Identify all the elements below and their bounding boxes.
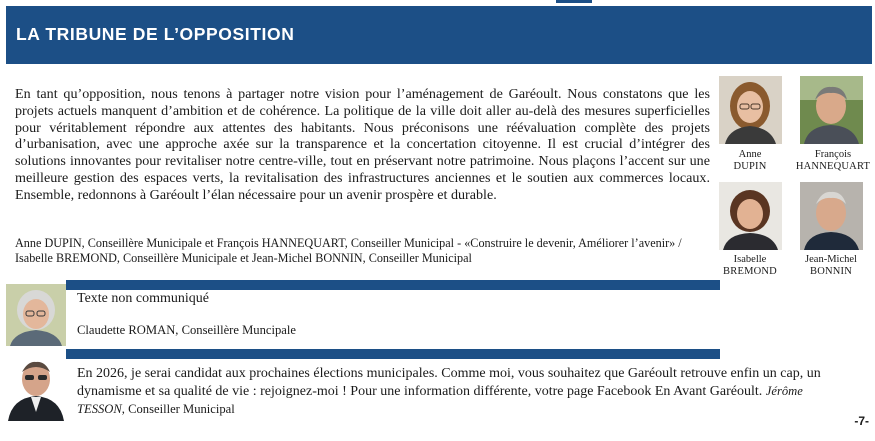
name-anne-dupin <box>710 149 790 173</box>
statement-signature: Anne DUPIN, Conseillère Municipale et François HANNEQUART, Conseiller Municipal - «Construire le devenir, Améliorer l’avenir» / Isabelle BREMOND, Conseillère Municipale et Jean-Michel BONNIN, Conseiller Municipal <box>15 236 682 265</box>
page-title: LA TRIBUNE DE L’OPPOSITION <box>16 24 295 44</box>
top-accent-line <box>556 0 592 3</box>
portrait-anne-dupin <box>719 76 782 144</box>
portrait-francois-hannequart <box>800 76 863 144</box>
name-francois-hannequart <box>791 149 875 173</box>
name-jean-michel-bonnin <box>791 254 871 278</box>
section2-text: Texte non communiqué <box>77 291 209 306</box>
portrait-jerome-tesson <box>6 354 66 421</box>
name-isabelle-bremond <box>710 254 790 278</box>
section-header <box>6 6 872 64</box>
last-name: HANNEQUART <box>795 161 871 172</box>
portrait-isabelle-bremond <box>719 182 782 250</box>
portrait-claudette-roman <box>6 284 66 346</box>
first-name: Jean-Michel <box>805 254 857 265</box>
first-name: Anne <box>738 149 762 160</box>
last-name: BREMOND <box>723 266 777 277</box>
page-number: -7- <box>854 414 869 428</box>
section2-signature: Claudette ROMAN, Conseillère Muncipale <box>77 323 296 337</box>
last-name: DUPIN <box>733 161 767 172</box>
section3-signature-name: Jérôme TESSON <box>77 383 803 416</box>
first-name: François <box>814 149 852 160</box>
section3-body: En 2026, je serai candidat aux prochaines élections municipales. Comme moi, vous souhaitez que Garéoult retrouve enfin un cap, un dynamisme et sa qualité de vie : rejoignez-moi ! Pour une information différente, votre page Facebook En Avant Garéoult. <box>77 366 821 399</box>
section-divider-bar <box>66 280 720 290</box>
section-divider-bar <box>66 349 720 359</box>
last-name: BONNIN <box>809 266 853 277</box>
section3-signature-role: , Conseiller Municipal <box>121 401 235 416</box>
portrait-jean-michel-bonnin <box>800 182 863 250</box>
opposition-statement: En tant qu’opposition, nous tenons à partager notre vision pour l’aménagement de Garéoult. Nous constatons que les projets actuels manquent d’ambition et de cohérence. La politique de la ville doit aller au-delà des mesures superficielles pour véritablement répondre aux attentes des habitants. Nous préconisons une réévaluation complète des projets d’urbanisation, avec une approche axée sur la transparence et la concertation citoyenne. Il est crucial d’intégrer des solutions innovantes pour revitaliser notre centre-ville, tout en préservant notre patrimoine. Nous plaçons l’accent sur une meilleure gestion des espaces verts, la revitalisation des infrastructures anciennes et le soutien aux commerces locaux. Ensemble, redonnons à Garéoult l’élan nécessaire pour un avenir prospère et durable. <box>15 86 710 203</box>
first-name: Isabelle <box>733 254 767 265</box>
section3-text <box>77 366 837 418</box>
